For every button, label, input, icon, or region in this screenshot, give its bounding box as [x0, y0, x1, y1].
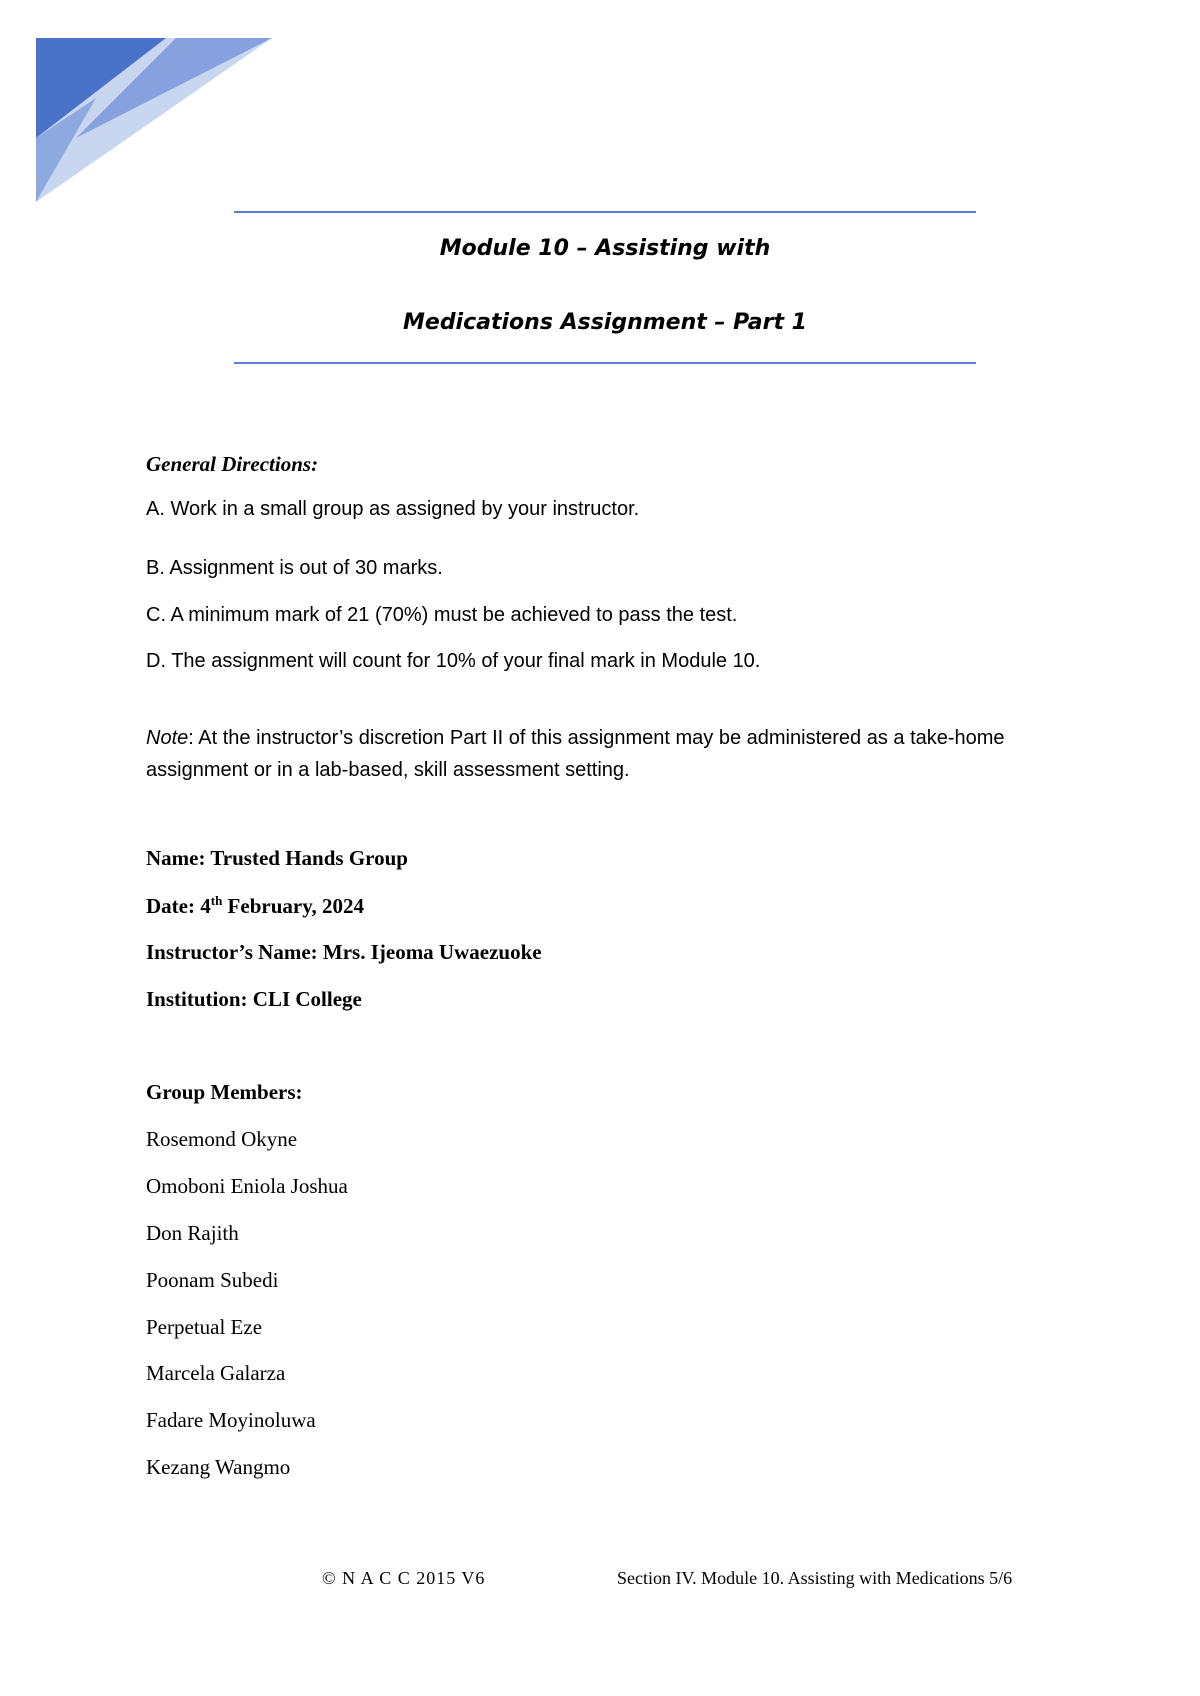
- corner-decoration: [36, 38, 272, 202]
- list-item: Marcela Galarza: [146, 1361, 286, 1385]
- institution: Institution: CLI College: [146, 987, 362, 1011]
- footer-section: Section IV. Module 10. Assisting with Medications 5/6: [617, 1568, 1013, 1588]
- document-title-line-1: Module 10 – Assisting with: [439, 236, 771, 261]
- direction-item: A. Work in a small group as assigned by your instructor.: [146, 498, 640, 520]
- directions-heading: General Directions:: [146, 452, 319, 476]
- date-prefix: Date: 4: [146, 894, 211, 918]
- list-item: Poonam Subedi: [146, 1268, 279, 1292]
- list-item: Rosemond Okyne: [146, 1127, 298, 1151]
- direction-item: D. The assignment will count for 10% of your final mark in Module 10.: [146, 650, 761, 672]
- assignment-date: [146, 893, 364, 919]
- list-item: Perpetual Eze: [146, 1315, 263, 1339]
- title-rule-top: [234, 211, 976, 213]
- list-item: Fadare Moyinoluwa: [146, 1408, 316, 1432]
- note-label: Note: [146, 727, 189, 749]
- date-ordinal: th: [210, 893, 223, 908]
- directions-note: [146, 722, 1026, 786]
- list-item: Kezang Wangmo: [146, 1455, 291, 1479]
- title-rule-bottom: [234, 362, 976, 364]
- list-item: Don Rajith: [146, 1221, 239, 1245]
- instructor-name: Instructor’s Name: Mrs. Ijeoma Uwaezuoke: [146, 940, 542, 964]
- document-title-line-2: Medications Assignment – Part 1: [403, 310, 807, 335]
- note-text: : At the instructor’s discretion Part II of this assignment may be administered as a take-home assignment or in a lab-based, skill assessment setting.: [146, 727, 1005, 781]
- list-item: Omoboni Eniola Joshua: [146, 1174, 348, 1198]
- direction-item: B. Assignment is out of 30 marks.: [146, 557, 443, 579]
- footer-copyright: © N A C C 2015 V6: [322, 1568, 486, 1588]
- group-members-heading: Group Members:: [146, 1080, 303, 1104]
- group-name: Name: Trusted Hands Group: [146, 846, 408, 870]
- direction-item: C. A minimum mark of 21 (70%) must be achieved to pass the test.: [146, 604, 738, 626]
- date-suffix: February, 2024: [222, 894, 365, 918]
